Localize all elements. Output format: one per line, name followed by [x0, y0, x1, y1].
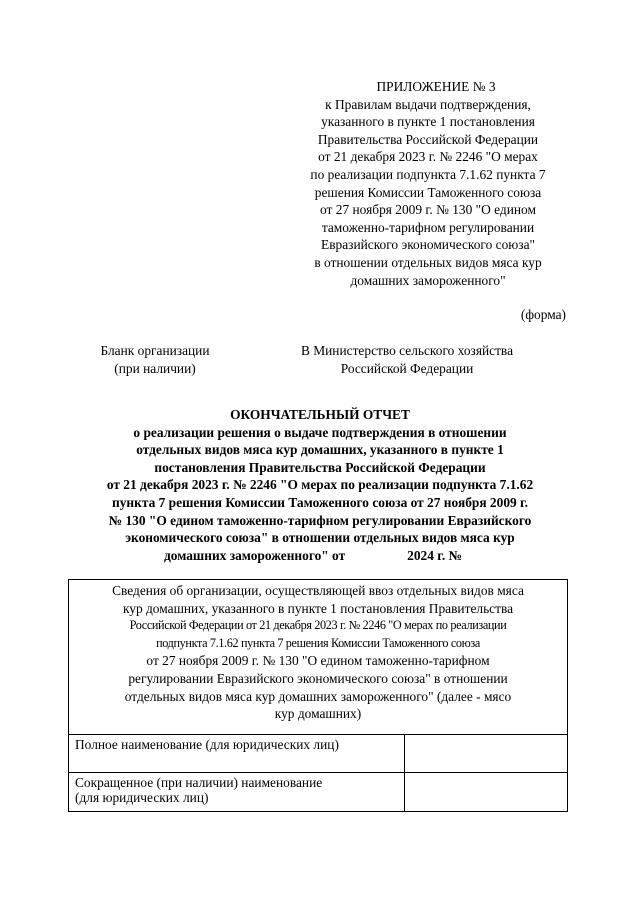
appendix-line: решения Комиссии Таможенного союза — [314, 184, 542, 200]
letterhead-note: (при наличии) — [114, 360, 196, 376]
report-title: ОКОНЧАТЕЛЬНЫЙ ОТЧЕТ — [230, 407, 410, 422]
full-name-value[interactable] — [405, 735, 568, 773]
table-header-line: подпункта 7.1.62 пункта 7 решения Комиссии Таможенного союза — [156, 635, 480, 650]
report-subtitle-line: экономического союза" в отношении отдельных видов мяса кур — [125, 530, 515, 546]
appendix-line: от 27 ноября 2009 г. № 130 "О едином — [320, 202, 536, 218]
table-header-line: Российской Федерации от 21 декабря 2023 г. № 2246 "О мерах по реализации — [129, 618, 507, 633]
short-name-label-line: Сокращенное (при наличии) наименование — [75, 775, 323, 790]
organization-letterhead — [82, 342, 228, 377]
report-subtitle-line: № 130 "О едином таможенно-тарифном регулировании Евразийского — [108, 512, 532, 528]
appendix-line: указанного в пункте 1 постановления — [321, 114, 535, 130]
report-date-line — [60, 547, 580, 565]
short-name-label — [69, 773, 405, 812]
appendix-line: таможенно-тарифном регулировании — [321, 219, 535, 235]
appendix-line: Правительства Российской Федерации — [317, 131, 539, 147]
report-heading — [60, 406, 580, 564]
appendix-line: к Правилам выдачи подтверждения, — [325, 96, 531, 112]
table-header-line: от 27 ноября 2009 г. № 130 "О едином таможенно-тарифном — [146, 653, 490, 669]
appendix-header — [268, 78, 588, 289]
short-name-value[interactable] — [405, 773, 568, 812]
report-subtitle-line: отдельных видов мяса кур домашних, указанного в пункте 1 — [136, 442, 504, 458]
short-name-label-line: (для юридических лиц) — [75, 790, 209, 805]
table-header-line: кур домашних, указанного в пункте 1 постановления Правительства — [122, 600, 514, 616]
table-header-line: отдельных видов мяса кур домашних замороженного" (далее - мясо — [124, 688, 512, 704]
addressee-line: Российской Федерации — [340, 360, 474, 376]
appendix-line: в отношении отдельных видов мяса кур — [314, 254, 542, 270]
report-subtitle-line: пункта 7 решения Комиссии Таможенного союза от 27 ноября 2009 г. — [112, 494, 528, 510]
organization-info-table — [68, 579, 568, 812]
appendix-line: по реализации подпункта 7.1.62 пункта 7 — [310, 166, 546, 182]
appendix-line: от 21 декабря 2023 г. № 2246 "О мерах — [318, 149, 538, 165]
appendix-line: домашних замороженного" — [350, 272, 506, 288]
table-header-line: Сведения об организации, осуществляющей ввоз отдельных видов мяса — [112, 583, 524, 598]
report-subtitle-line: от 21 декабря 2023 г. № 2246 "О мерах по реализации подпункта 7.1.62 — [106, 477, 534, 493]
form-label: (форма) — [520, 307, 566, 322]
addressee — [282, 342, 532, 377]
full-name-label: Полное наименование (для юридических лиц) — [69, 735, 405, 773]
table-header-line: кур домашних) — [274, 706, 362, 722]
appendix-line: Евразийского экономического союза" — [321, 237, 535, 253]
table-header-cell — [69, 580, 568, 735]
report-year-number: 2024 г. № — [407, 547, 463, 563]
appendix-title: ПРИЛОЖЕНИЕ № 3 — [376, 79, 496, 94]
table-header-line: регулировании Евразийского экономического союза" в отношении — [128, 670, 508, 686]
report-subtitle-line: постановления Правительства Российской Федерации — [154, 459, 486, 475]
letterhead-line: Бланк организации — [100, 343, 210, 358]
addressee-line: В Министерство сельского хозяйства — [300, 343, 514, 358]
report-subtitle-line: о реализации решения о выдаче подтверждения в отношении — [133, 424, 507, 440]
report-date-prefix: домашних замороженного" от — [163, 547, 346, 563]
